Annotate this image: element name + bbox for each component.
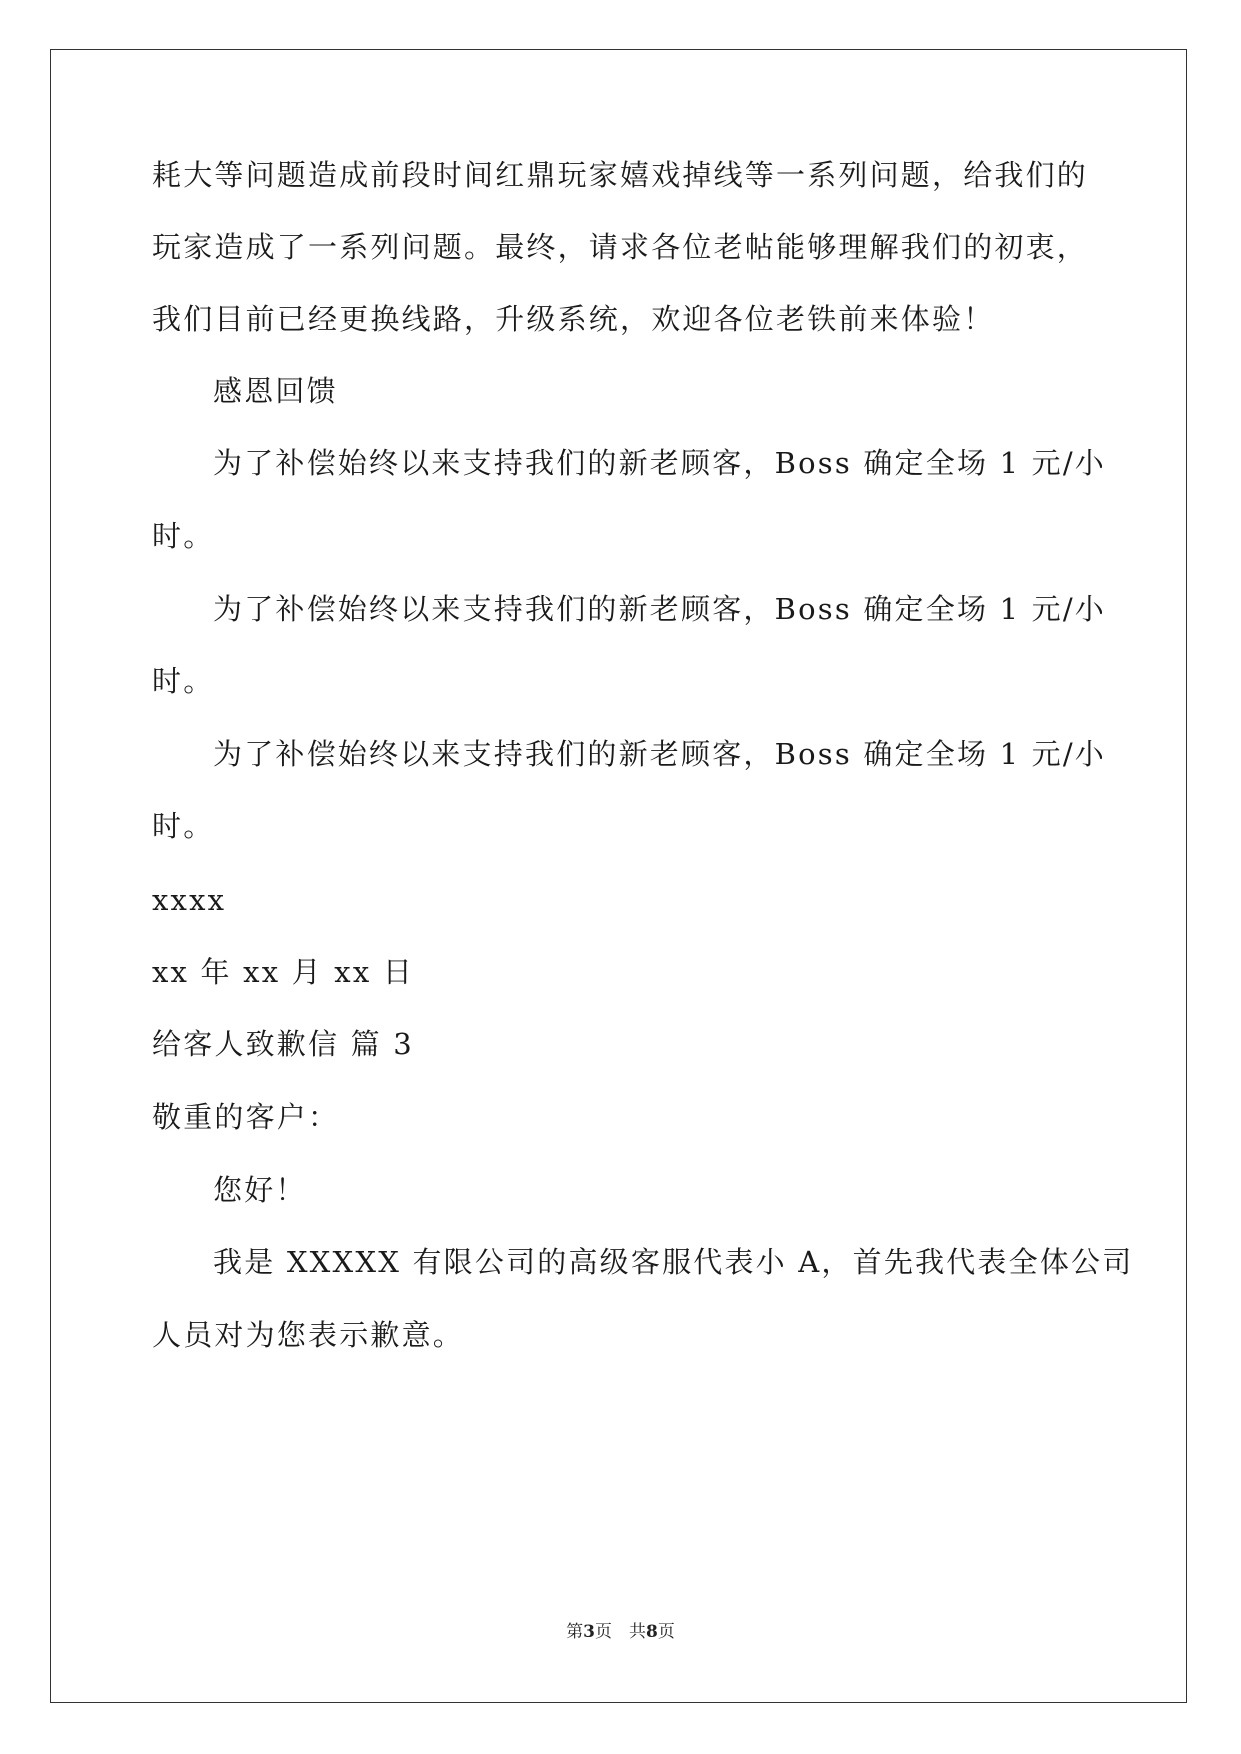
paragraph-line: 为了补偿始终以来支持我们的新老顾客，Boss 确定全场 1 元/小	[213, 446, 1107, 480]
paragraph-line: 我们目前已经更换线路，升级系统，欢迎各位老铁前来体验！	[152, 302, 995, 336]
page-footer	[0, 1617, 1241, 1642]
paragraph-line: 为了补偿始终以来支持我们的新老顾客，Boss 确定全场 1 元/小	[213, 592, 1107, 626]
letter-title: 给客人致歉信 篇 3	[152, 1027, 414, 1061]
footer-page-total: 8	[646, 1622, 658, 1642]
greeting: 您好！	[213, 1173, 307, 1207]
page-border	[50, 49, 1187, 1703]
paragraph-line: 人员对为您表示歉意。	[152, 1318, 465, 1352]
paragraph-line: 玩家造成了一系列问题。最终，请求各位老帖能够理解我们的初衷，	[152, 230, 1089, 264]
section-heading: 感恩回馈	[213, 374, 338, 408]
footer-page-suffix: 页	[657, 1622, 675, 1642]
footer-page-mid: 页 共	[595, 1622, 646, 1642]
signature-name: xxxx	[152, 883, 227, 917]
footer-page-prefix: 第	[566, 1622, 584, 1642]
salutation: 敬重的客户：	[152, 1100, 340, 1134]
paragraph-line: 我是 XXXXX 有限公司的高级客服代表小 A，首先我代表全体公司	[213, 1245, 1134, 1279]
paragraph-line: 时。	[152, 809, 215, 843]
paragraph-line: 耗大等问题造成前段时间红鼎玩家嬉戏掉线等一系列问题，给我们的	[152, 158, 1089, 192]
paragraph-line: 时。	[152, 664, 215, 698]
footer-page-current: 3	[583, 1622, 595, 1642]
signature-date: xx 年 xx 月 xx 日	[152, 955, 415, 989]
paragraph-line: 时。	[152, 519, 215, 553]
paragraph-line: 为了补偿始终以来支持我们的新老顾客，Boss 确定全场 1 元/小	[213, 737, 1107, 771]
